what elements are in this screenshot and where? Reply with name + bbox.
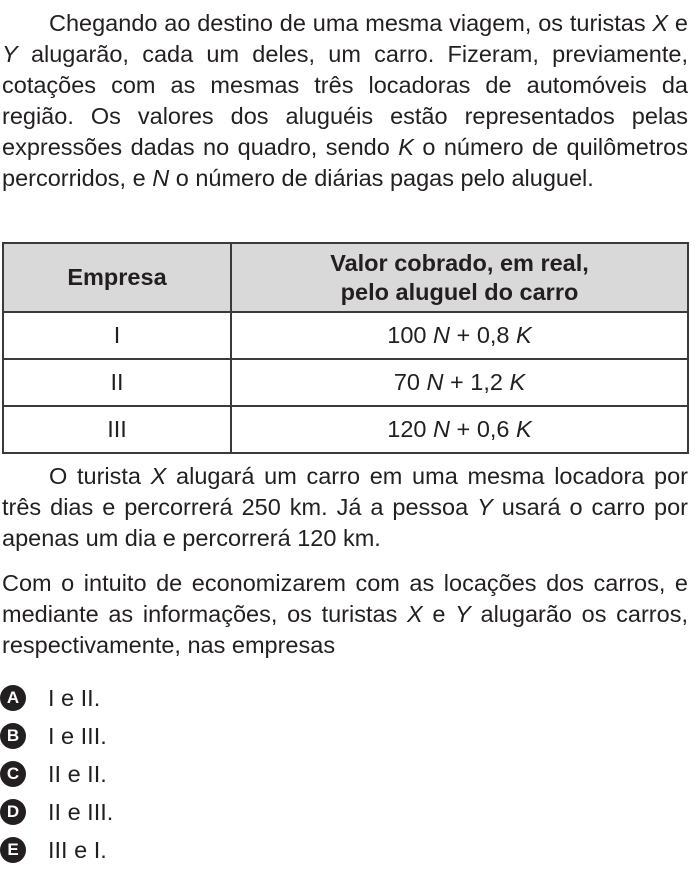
var-y: Y xyxy=(455,601,471,627)
table-row xyxy=(3,312,688,359)
scenario-text-2: alugará um carro em uma mesma locadora por três dias e percorrerá 250 km. Já a pessoa xyxy=(2,463,688,520)
option-e-badge: E xyxy=(0,837,26,863)
formula-coef-k: + 0,8 xyxy=(450,322,517,348)
intro-text-5: o número de diárias pagas pelo aluguel. xyxy=(169,165,594,191)
formula-coef-n: 70 xyxy=(393,369,427,395)
option-c-badge: C xyxy=(0,761,26,787)
question-text-2: e xyxy=(422,601,456,627)
header-value xyxy=(231,243,688,312)
intro-text-3: alugarão, cada um deles, um carro. Fizeram, previamente, cotações com as mesmas três locadoras de automóveis da região. Os valores dos aluguéis estão representados pelas expressões dadas no quadro, sendo xyxy=(2,41,688,160)
intro-text-4: o número de quilômetros percorridos, e xyxy=(2,134,689,191)
table-row xyxy=(3,406,688,453)
scenario-paragraph xyxy=(2,461,688,554)
intro-paragraph xyxy=(2,8,688,194)
var-x: X xyxy=(407,601,423,627)
option-a-text: I e II. xyxy=(48,685,101,711)
intro-text-2: e xyxy=(668,10,688,36)
option-e[interactable] xyxy=(0,832,300,869)
formula-coef-k: + 0,6 xyxy=(450,416,517,442)
header-value-line2: pelo aluguel do carro xyxy=(340,278,579,305)
var-n: N xyxy=(152,165,170,191)
option-c-text: II e II. xyxy=(48,761,107,787)
question-text-1: Com o intuito de economizarem com as locações dos carros, e mediante as informações, os turistas xyxy=(2,570,688,627)
intro-text-1: Chegando ao destino de uma mesma viagem, os turistas xyxy=(49,10,653,36)
option-d-badge: D xyxy=(0,799,26,825)
option-c[interactable] xyxy=(0,756,300,793)
var-y: Y xyxy=(2,41,18,67)
row-company: III xyxy=(3,406,231,453)
option-a[interactable] xyxy=(0,680,300,717)
row-formula xyxy=(231,359,688,406)
var-k: K xyxy=(509,369,526,395)
option-e-text: III e I. xyxy=(48,837,107,863)
formula-coef-k: + 1,2 xyxy=(443,369,510,395)
var-n: N xyxy=(433,416,451,442)
var-n: N xyxy=(426,369,444,395)
var-x: X xyxy=(150,463,167,489)
var-k: K xyxy=(398,134,414,160)
option-b[interactable] xyxy=(0,718,300,755)
var-k: K xyxy=(516,322,532,348)
row-formula xyxy=(231,406,688,453)
scenario-text-1: O turista xyxy=(49,463,151,489)
option-a-badge: A xyxy=(0,685,26,711)
var-k: K xyxy=(516,416,532,442)
scenario-text-3: usará o carro por apenas um dia e percorrerá 120 km. xyxy=(2,494,688,551)
header-company: Empresa xyxy=(3,243,231,312)
formula-coef-n: 120 xyxy=(387,416,434,442)
table-header-row xyxy=(3,243,688,312)
row-formula xyxy=(231,312,688,359)
var-y: Y xyxy=(477,494,493,520)
price-table xyxy=(2,242,689,454)
table-row xyxy=(3,359,688,406)
question-text-3: alugarão os carros, respectivamente, nas empresas xyxy=(2,601,688,658)
option-b-text: I e III. xyxy=(48,723,107,749)
option-d[interactable] xyxy=(0,794,300,831)
var-n: N xyxy=(433,322,451,348)
option-d-text: II e III. xyxy=(48,799,114,825)
header-value-line1: Valor cobrado, em real, xyxy=(330,249,589,276)
option-b-badge: B xyxy=(0,723,26,749)
formula-coef-n: 100 xyxy=(387,322,434,348)
row-company: II xyxy=(3,359,231,406)
row-company: I xyxy=(3,312,231,359)
question-paragraph xyxy=(2,568,688,661)
var-x: X xyxy=(652,10,669,36)
